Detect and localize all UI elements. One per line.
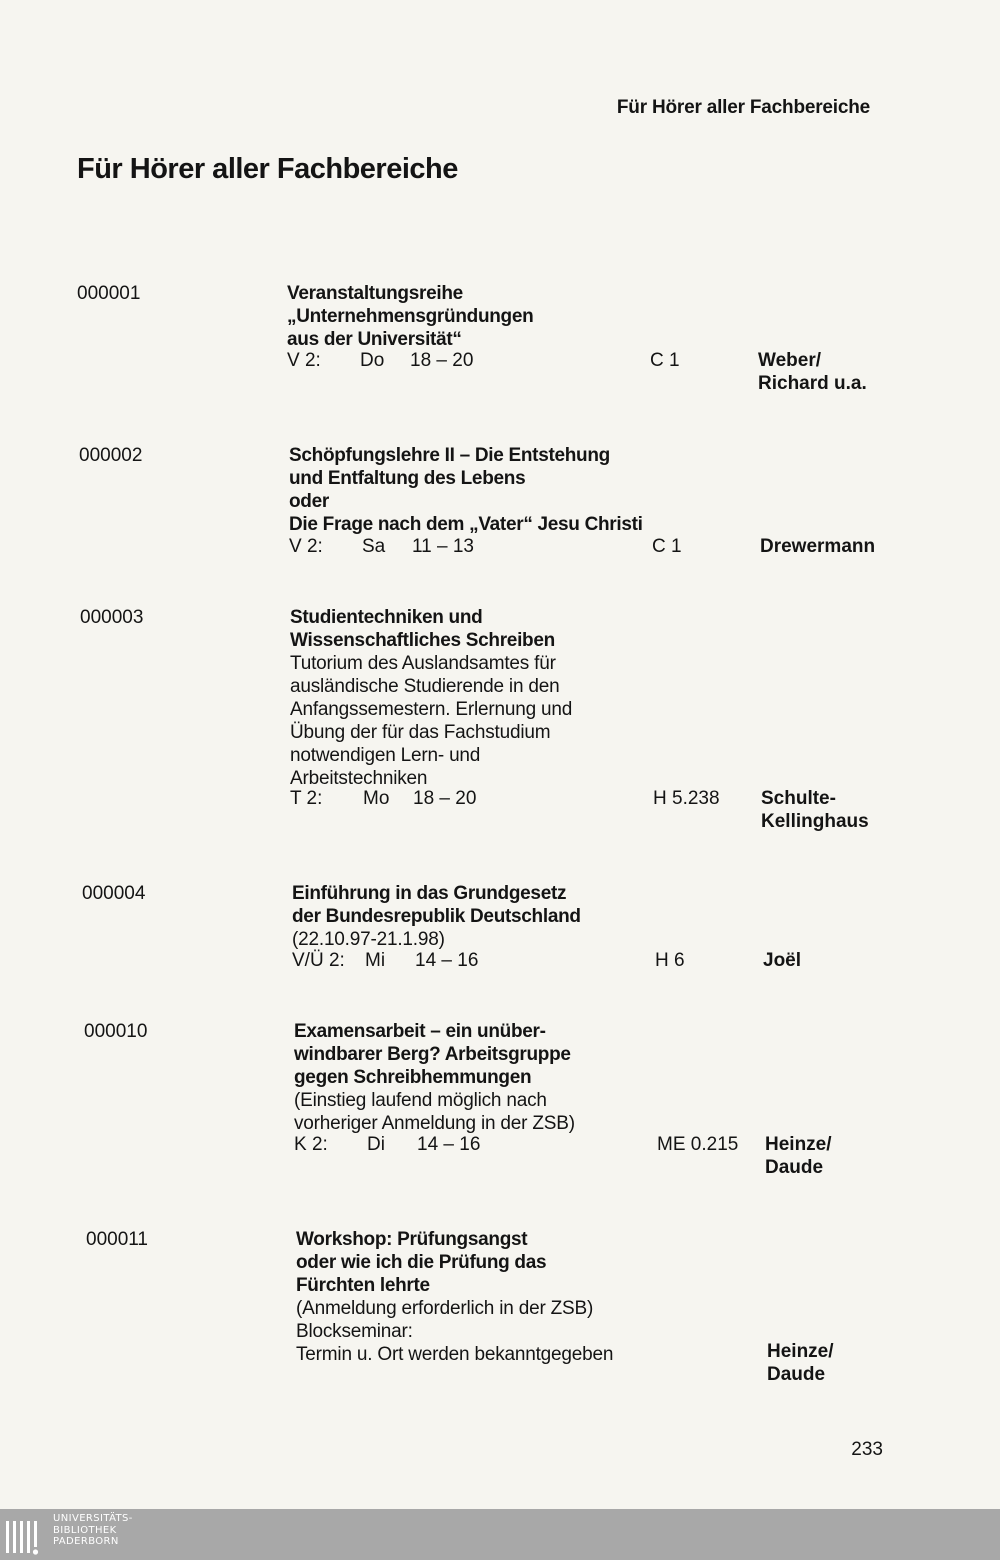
course-entry bbox=[84, 1020, 964, 1220]
course-note-line: ausländische Studierende in den bbox=[290, 676, 560, 697]
course-type: K 2: bbox=[294, 1134, 328, 1155]
course-title-line: „Unternehmensgründungen bbox=[287, 306, 534, 327]
course-time: 18 – 20 bbox=[413, 788, 477, 809]
course-room: ME 0.215 bbox=[657, 1134, 739, 1155]
course-title-line: Schöpfungslehre II – Die Entstehung bbox=[289, 445, 610, 466]
course-number: 000003 bbox=[80, 607, 144, 628]
library-footer bbox=[0, 1509, 1000, 1560]
course-time: 18 – 20 bbox=[410, 350, 474, 371]
course-entry bbox=[80, 606, 960, 846]
lecturer-line: Schulte- bbox=[761, 788, 836, 809]
course-number: 000011 bbox=[86, 1229, 148, 1250]
lecturer-line: Heinze/ bbox=[767, 1341, 834, 1362]
course-day: Do bbox=[360, 350, 385, 371]
course-note-line: notwendigen Lern- und bbox=[290, 745, 481, 766]
course-type: V 2: bbox=[289, 536, 323, 557]
lecturer-line: Heinze/ bbox=[765, 1134, 832, 1155]
page-number: 233 bbox=[851, 1439, 883, 1460]
course-title-line: gegen Schreibhemmungen bbox=[294, 1067, 532, 1088]
course-number: 000010 bbox=[84, 1021, 148, 1042]
library-name-line: BIBLIOTHEK bbox=[53, 1524, 117, 1536]
lecturer-line: Daude bbox=[765, 1157, 824, 1178]
course-title-line: oder bbox=[289, 491, 329, 512]
course-lecturer bbox=[758, 349, 867, 395]
course-schedule bbox=[287, 349, 473, 372]
course-note-line: Termin u. Ort werden bekanntgegeben bbox=[296, 1344, 614, 1365]
course-note-line: (Einstieg laufend möglich nach bbox=[294, 1090, 547, 1111]
lecturer-line: Richard u.a. bbox=[758, 373, 867, 394]
course-lecturer bbox=[760, 535, 875, 558]
course-description bbox=[296, 1228, 676, 1366]
lecturer-line: Joël bbox=[763, 950, 802, 971]
lecturer-line: Daude bbox=[767, 1364, 826, 1385]
library-name bbox=[53, 1513, 133, 1548]
course-note-line: (22.10.97-21.1.98) bbox=[292, 929, 445, 950]
library-logo-icon bbox=[2, 1513, 46, 1557]
course-title-line: Die Frage nach dem „Vater“ Jesu Christi bbox=[289, 514, 643, 535]
course-title-line: Wissenschaftliches Schreiben bbox=[290, 630, 555, 651]
course-title-line: Workshop: Prüfungsangst bbox=[296, 1229, 528, 1250]
course-entry bbox=[86, 1228, 966, 1428]
course-schedule bbox=[289, 535, 474, 558]
lecturer-line: Drewermann bbox=[760, 536, 876, 557]
lecturer-line: Kellinghaus bbox=[761, 811, 869, 832]
course-title-line: Einführung in das Grundgesetz bbox=[292, 883, 567, 904]
course-lecturer bbox=[761, 787, 869, 833]
course-schedule bbox=[292, 949, 478, 972]
course-title-line: windbarer Berg? Arbeitsgruppe bbox=[294, 1044, 571, 1065]
course-room: H 5.238 bbox=[653, 788, 720, 809]
page-title: Für Hörer aller Fachbereiche bbox=[77, 153, 458, 185]
course-title-line: der Bundesrepublik Deutschland bbox=[292, 906, 581, 927]
course-note-line: vorheriger Anmeldung in der ZSB) bbox=[294, 1113, 575, 1134]
course-note-line: Arbeitstechniken bbox=[290, 768, 428, 789]
course-title-line: Studientechniken und bbox=[290, 607, 483, 628]
course-day: Mi bbox=[365, 950, 386, 971]
running-head: Für Hörer aller Fachbereiche bbox=[616, 97, 870, 118]
course-title-line: Veranstaltungsreihe bbox=[287, 283, 463, 304]
course-room: C 1 bbox=[652, 536, 682, 557]
course-schedule bbox=[294, 1133, 480, 1156]
course-type: V 2: bbox=[287, 350, 321, 371]
course-lecturer bbox=[763, 949, 801, 972]
course-schedule bbox=[290, 787, 476, 810]
course-time: 14 – 16 bbox=[415, 950, 479, 971]
course-day: Mo bbox=[363, 788, 390, 809]
course-description bbox=[292, 882, 672, 951]
course-title-line: Examensarbeit – ein unüber- bbox=[294, 1021, 546, 1042]
course-room: C 1 bbox=[650, 350, 680, 371]
course-note-line: Anfangssemestern. Erlernung und bbox=[290, 699, 573, 720]
course-room: H 6 bbox=[655, 950, 685, 971]
course-description bbox=[289, 444, 669, 536]
course-number: 000004 bbox=[82, 883, 146, 904]
course-note-line: (Anmeldung erforderlich in der ZSB) bbox=[296, 1298, 594, 1319]
course-title-line: und Entfaltung des Lebens bbox=[289, 468, 526, 489]
library-name-line: UNIVERSITÄTS- bbox=[53, 1513, 133, 1524]
course-title-line: Fürchten lehrte bbox=[296, 1275, 430, 1296]
course-lecturer bbox=[765, 1133, 832, 1179]
course-note-line: Übung der für das Fachstudium bbox=[290, 722, 551, 743]
course-day: Sa bbox=[362, 536, 386, 557]
course-description bbox=[287, 282, 667, 351]
course-description bbox=[290, 606, 670, 790]
course-type: V/Ü 2: bbox=[292, 950, 345, 971]
course-day: Di bbox=[367, 1134, 385, 1155]
course-note-line: Blockseminar: bbox=[296, 1321, 413, 1342]
course-description bbox=[294, 1020, 674, 1135]
course-number: 000001 bbox=[77, 283, 141, 304]
course-time: 11 – 13 bbox=[412, 536, 474, 557]
course-note-line: Tutorium des Auslandsamtes für bbox=[290, 653, 556, 674]
course-type: T 2: bbox=[290, 788, 323, 809]
lecturer-line: Weber/ bbox=[758, 350, 822, 371]
library-name-line: PADERBORN bbox=[53, 1536, 119, 1547]
course-number: 000002 bbox=[79, 445, 143, 466]
course-title-line: aus der Universität“ bbox=[287, 329, 462, 350]
course-lecturer bbox=[767, 1340, 834, 1386]
course-time: 14 – 16 bbox=[417, 1134, 481, 1155]
course-title-line: oder wie ich die Prüfung das bbox=[296, 1252, 547, 1273]
